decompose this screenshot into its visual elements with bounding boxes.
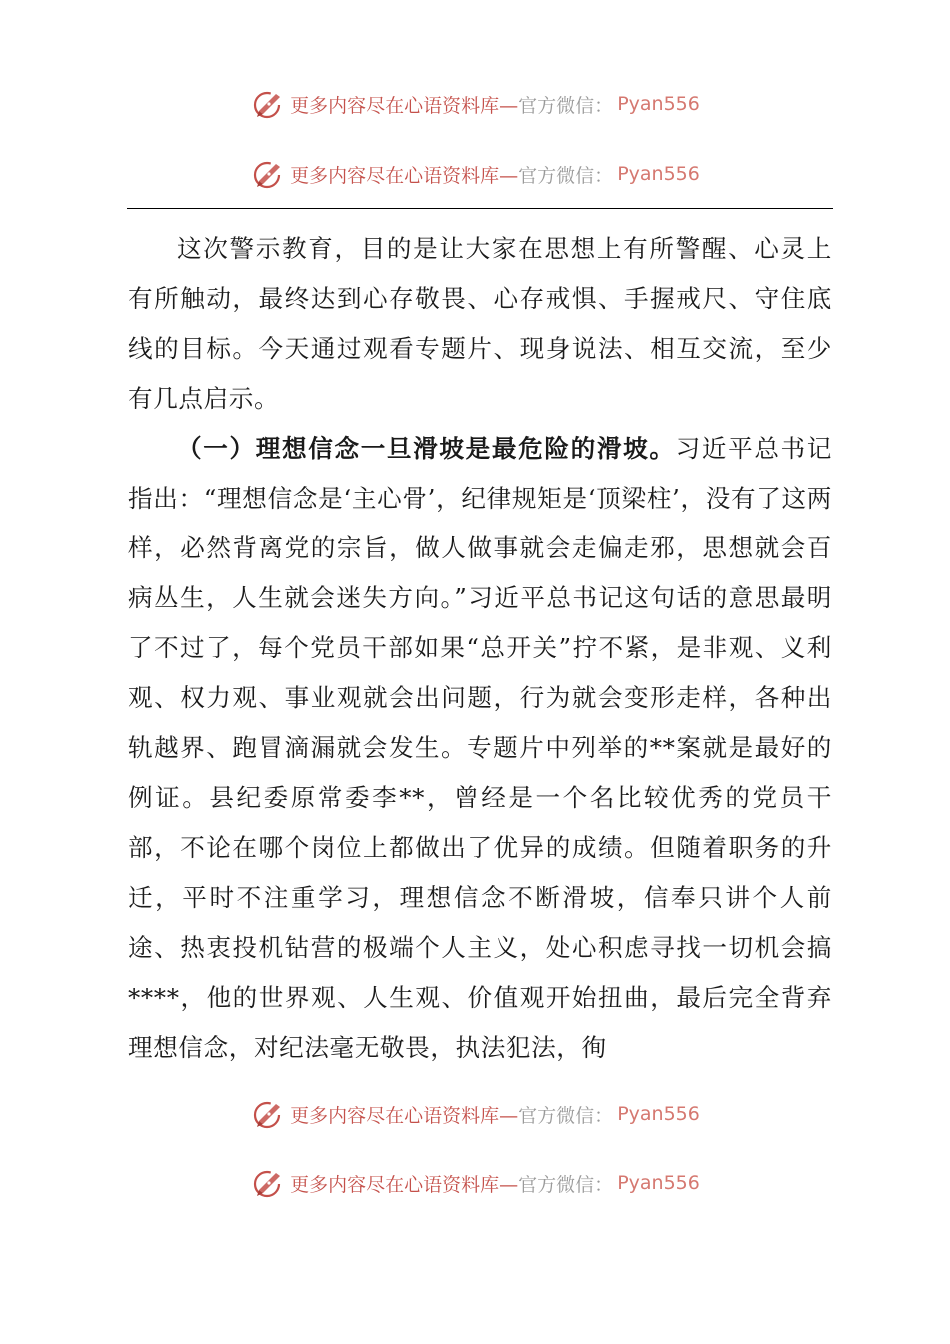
pen-nib-logo-icon [250, 1096, 286, 1132]
banner-wechat-id: Pyan556 [617, 1172, 700, 1194]
paragraph-text: 这次警示教育，目的是让大家在思想上有所警醒、心灵上有所触动，最终达到心存敬畏、心存戒惧、手握戒尺、守住底线的目标。今天通过观看专题片、现身说法、相互交流，至少有几点启示。 [128, 234, 832, 413]
paragraph-text: 习近平总书记指出：“理想信念是‘主心骨’，纪律规矩是‘顶梁柱’，没有了这两样，必然背离党的宗旨，做人做事就会走偏走邪，思想就会百病丛生，人生就会迷失方向。”习近平总书记这句话的意思最明了不过了，每个党员干部如果“总开关”拧不紧，是非观、义利观、权力观、事业观就会出问题，行为就会变形走样，各种出轨越界、跑冒滴漏就会发生。专题片中列举的**案就是最好的例证。县纪委原常委李**，曾经是一个名比较优秀的党员干部，不论在哪个岗位上都做出了优异的成绩。但随着职务的升迁，平时不注重学习，理想信念不断滑坡，信奉只讲个人前途、热衷投机钻营的极端个人主义，处心积虑寻找一切机会搞****，他的世界观、人生观、价值观开始扭曲，最后完全背弃理想信念，对纪法毫无敬畏，执法犯法，徇 [128, 433, 832, 1062]
banner-wechat-label: 官方微信： [518, 1104, 614, 1127]
banner-wechat-label: 官方微信： [518, 94, 614, 117]
watermark-banner-4 [0, 1163, 950, 1203]
pen-nib-logo-icon [250, 156, 286, 192]
watermark-banner-2 [0, 154, 950, 194]
header-rule [127, 208, 833, 209]
banner-wechat-label: 官方微信： [518, 164, 614, 187]
pen-nib-logo-icon [250, 1165, 286, 1201]
banner-text: 更多内容尽在心语资料库— [290, 1173, 519, 1196]
banner-text: 更多内容尽在心语资料库— [290, 1104, 519, 1127]
banner-wechat-id: Pyan556 [617, 93, 700, 115]
watermark-banner-3 [0, 1094, 950, 1134]
pen-nib-logo-icon [250, 86, 286, 122]
watermark-banner-1 [0, 84, 950, 124]
banner-wechat-label: 官方微信： [518, 1173, 614, 1196]
document-body [128, 224, 832, 1072]
banner-text: 更多内容尽在心语资料库— [290, 164, 519, 187]
paragraph-2 [128, 424, 832, 1073]
paragraph-1 [128, 224, 832, 424]
banner-wechat-id: Pyan556 [617, 163, 700, 185]
banner-wechat-id: Pyan556 [617, 1103, 700, 1125]
banner-text: 更多内容尽在心语资料库— [290, 94, 519, 117]
paragraph-lead: （一）理想信念一旦滑坡是最危险的滑坡。 [177, 433, 676, 463]
